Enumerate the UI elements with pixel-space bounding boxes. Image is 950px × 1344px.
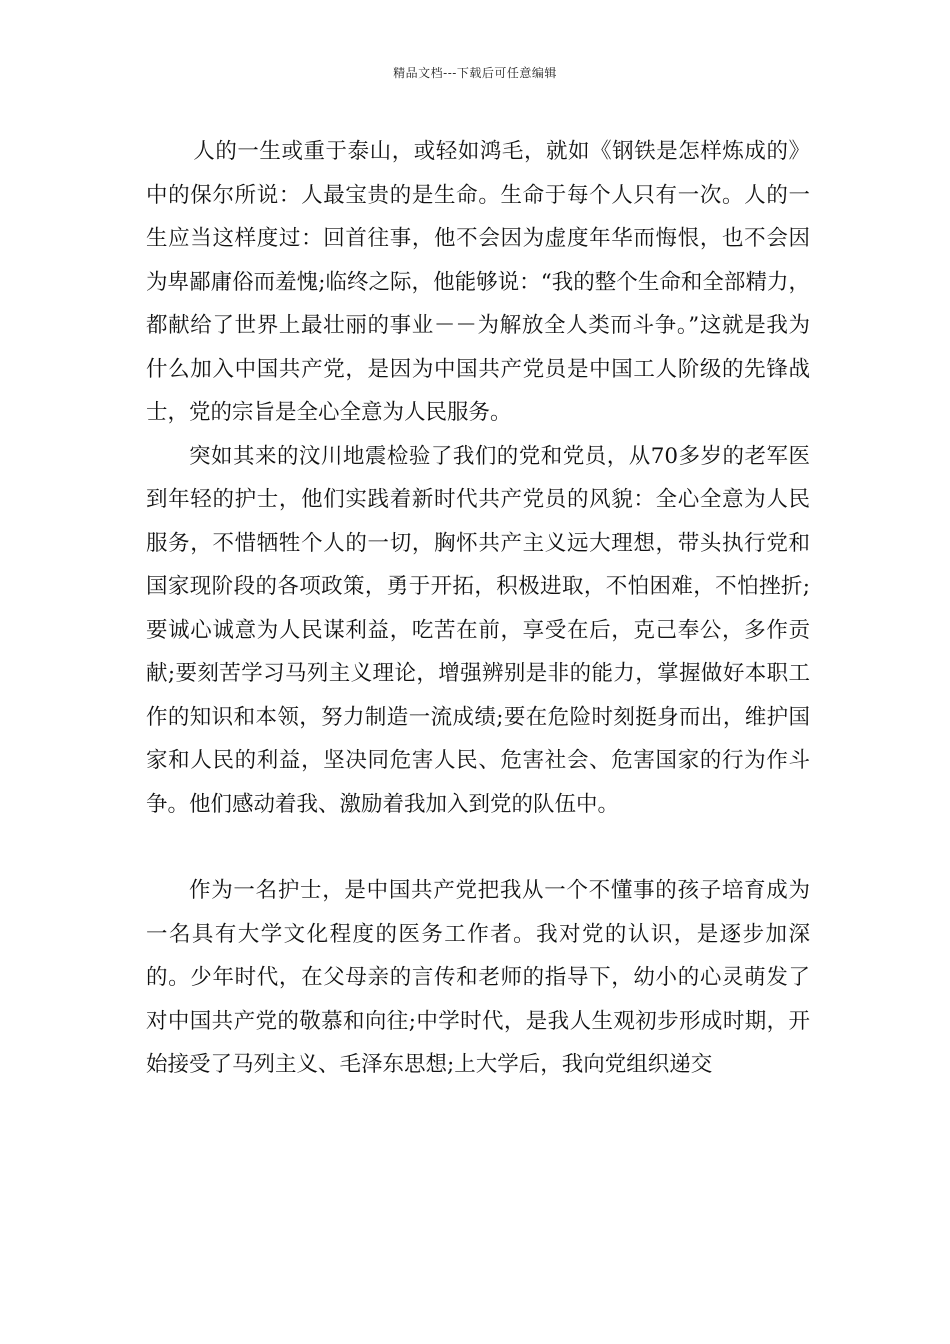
paragraph-3: 作为一名护士，是中国共产党把我从一个不懂事的孩子培育成为一名具有大学文化程度的医务工作者。我对党的认识，是逐步加深的。少年时代，在父母亲的言传和老师的指导下，幼小的心灵萌发了对中国共产党的敬慕和向往;中学时代，是我人生观初步形成时期，开始接受了马列主义、毛泽东思想;上大学后，我向党组织递交 xyxy=(146,878,810,1077)
page-header: 精品文档---下载后可任意编辑 xyxy=(393,66,557,80)
document-body xyxy=(146,130,810,1087)
paragraph-1: 人的一生或重于泰山，或轻如鸿毛，就如《钢铁是怎样炼成的》中的保尔所说：人最宝贵的是生命。生命于每个人只有一次。人的一生应当这样度过：回首往事，他不会因为虚度年华而悔恨，也不会因为卑鄙庸俗而羞愧;临终之际，他能够说：“我的整个生命和全部精力，都献给了世界上最壮丽的事业－－为解放全人类而斗争。”这就是我为什么加入中国共产党，是因为中国共产党员是中国工人阶级的先锋战士，党的宗旨是全心全意为人民服务。 xyxy=(146,139,810,425)
paragraph-2: 突如其来的汶川地震检验了我们的党和党员，从70多岁的老军医到年轻的护士，他们实践着新时代共产党员的风貌：全心全意为人民服务，不惜牺牲个人的一切，胸怀共产主义远大理想，带头执行党和国家现阶段的各项政策，勇于开拓，积极进取，不怕困难，不怕挫折;要诚心诚意为人民谋利益，吃苦在前，享受在后，克己奉公，多作贡献;要刻苦学习马列主义理论，增强辨别是非的能力，掌握做好本职工作的知识和本领，努力制造一流成绩;要在危险时刻挺身而出，维护国家和人民的利益，坚决同危害人民、危害社会、危害国家的行为作斗争。他们感动着我、激励着我加入到党的队伍中。 xyxy=(146,443,810,817)
